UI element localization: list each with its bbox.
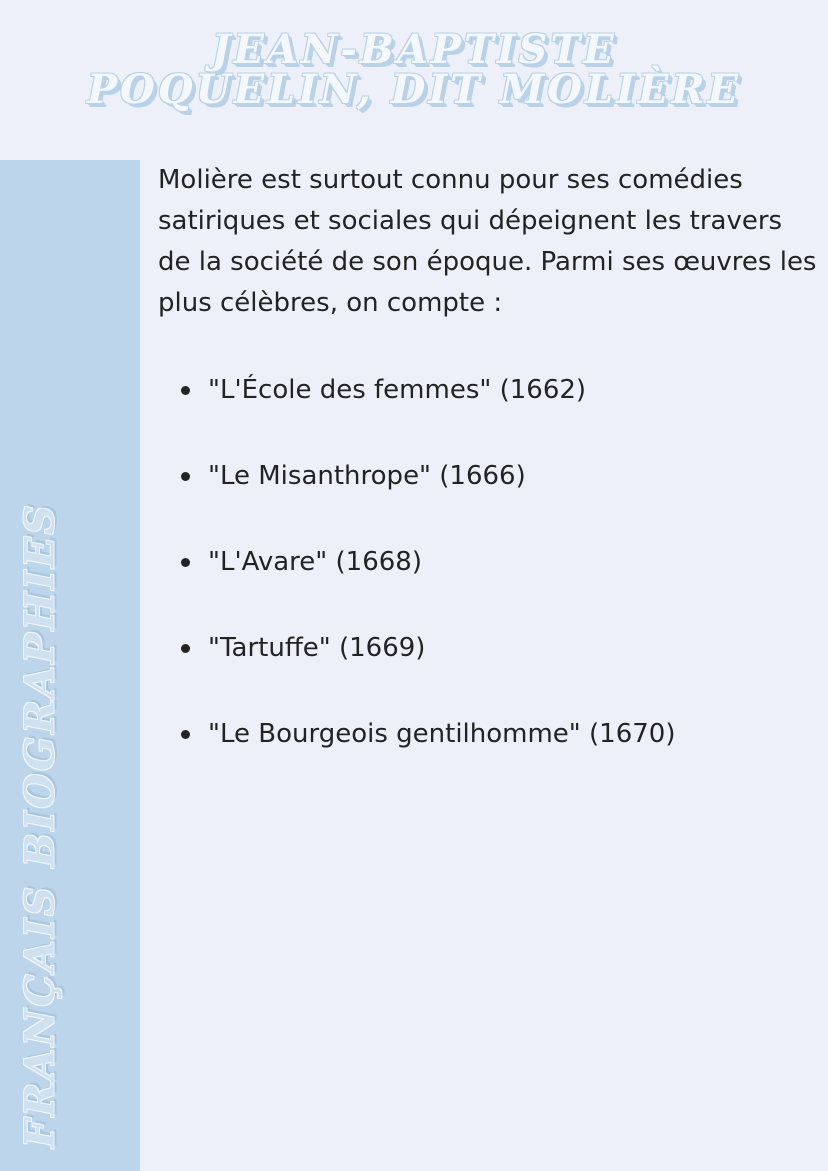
work-title: "Le Bourgeois gentilhomme" (1670) (208, 719, 676, 749)
bullet-icon (181, 386, 190, 395)
bullet-icon (181, 558, 190, 567)
title-line-2: POQUELIN, DIT MOLIÈRE (86, 66, 742, 113)
bullet-icon (181, 472, 190, 481)
work-title: "L'Avare" (1668) (208, 547, 422, 577)
work-title: "Tartuffe" (1669) (208, 633, 426, 663)
list-item (158, 542, 675, 628)
work-title: "L'École des femmes" (1662) (208, 375, 587, 405)
works-list (158, 370, 675, 800)
list-item (158, 370, 675, 456)
intro-paragraph: Molière est surtout connu pour ses comédies satiriques et sociales qui dépeignent les travers de la société de son époque. Parmi ses œuvres les plus célèbres, on compte : (158, 165, 817, 318)
sidebar-band (0, 160, 140, 1171)
sidebar-label: FRANÇAIS BIOGRAPHIES (16, 502, 64, 1148)
bullet-icon (181, 644, 190, 653)
list-item (158, 456, 675, 542)
bullet-icon (181, 730, 190, 739)
list-item (158, 628, 675, 714)
page-title (0, 26, 828, 113)
work-title: "Le Misanthrope" (1666) (208, 461, 526, 491)
title-line-1: JEAN-BAPTISTE (211, 26, 617, 73)
list-item (158, 714, 675, 800)
